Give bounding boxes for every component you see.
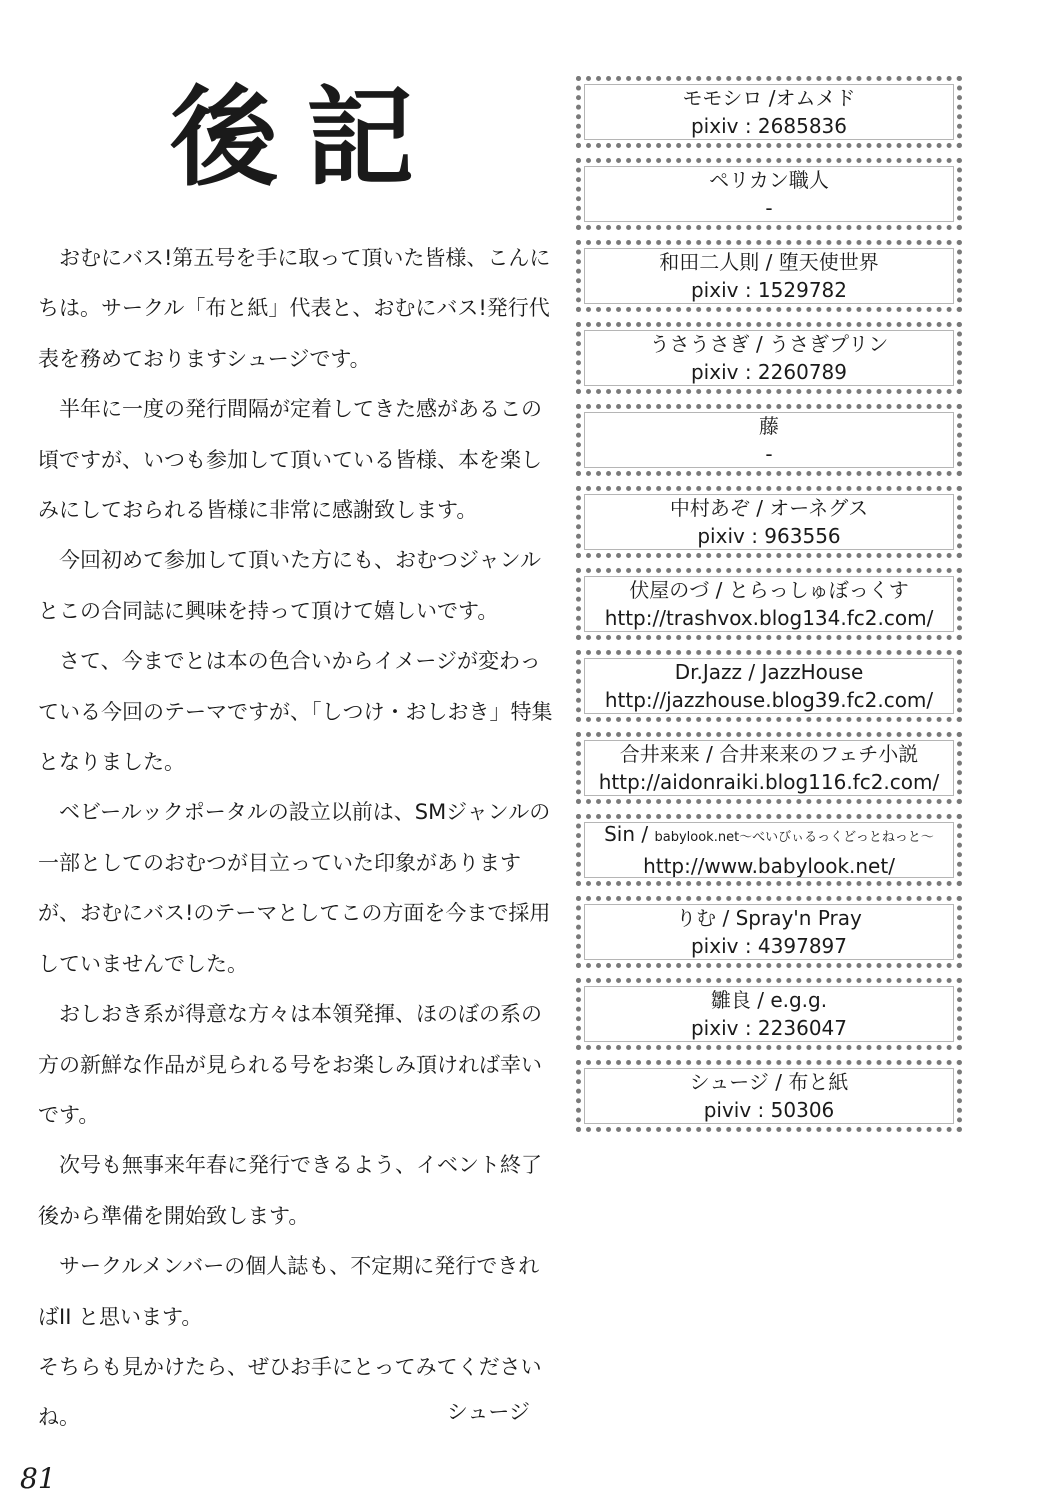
contributor-name: 藤 [759,414,779,438]
paragraph: 半年に一度の発行間隔が定着してきた感があるこの頃ですが、いつも参加して頂いている皆様、本を楽しみにしておられる皆様に非常に感謝致します。 [38,397,542,523]
contributor-link: pixiv : 2260789 [690,360,847,384]
contributor-link: http://www.babylook.net/ [643,854,895,878]
contributor-name: 中村あぞ / オーネグス [669,496,869,520]
contributor-card [576,76,962,148]
contributor-card [576,814,962,886]
contributor-card [576,486,962,558]
contributor-card [576,978,962,1050]
contributor-card [576,322,962,394]
contributor-name: 合井来来 / 合井来来のフェチ小説 [619,742,919,766]
paragraph: 今回初めて参加して頂いた方にも、おむつジャンルとこの合同誌に興味を持って頂けて嬉しいです。 [38,548,542,623]
contributor-name: 雛良 / e.g.g. [710,988,828,1012]
page-title: 後記 [170,75,443,201]
afterword-body [38,233,558,1443]
signature: シュージ [446,1400,530,1424]
contributor-card [576,1060,962,1132]
paragraph: おしおき系が得意な方々は本領発揮、ほのぼの系の方の新鮮な作品が見られる号をお楽しみ頂ければ幸いです。 [38,1002,542,1127]
contributor-card [576,568,962,640]
contributor-name: モモシロ /オムメド [682,86,856,110]
contributor-link: http://aidonraiki.blog116.fc2.com/ [598,770,940,794]
contributor-card [576,404,962,476]
contributor-link: http://jazzhouse.blog39.fc2.com/ [604,688,934,712]
contributor-name: 伏屋のづ / とらっしゅぼっくす [629,578,909,602]
contributor-name: Dr.Jazz / JazzHouse [674,660,864,684]
paragraph: 次号も無事来年春に発行できるよう、イベント終了後から準備を開始致します。 [38,1153,542,1228]
contributor-card [576,896,962,968]
contributor-name [604,820,934,852]
contributor-name: シュージ / 布と紙 [689,1070,849,1094]
contributor-link: piviv : 50306 [703,1098,835,1122]
paragraph: おむにバス!第五号を手に取って頂いた皆様、こんにちは。サークル「布と紙」代表と、おむにバス!発行代表を務めておりますシュージです。 [38,246,551,371]
contributor-link: pixiv : 2236047 [690,1016,847,1040]
contributor-link: pixiv : 963556 [697,524,841,548]
contributor-link: - [765,442,773,466]
contributor-name-sub: babylook.net〜べいびぃるっくどっとねっと〜 [654,830,934,845]
contributor-name: 和田二人則 / 堕天使世界 [659,250,879,274]
contributor-card [576,240,962,312]
page-number: 81 [20,1462,56,1495]
paragraph: そちらも見かけたら、ぜひお手にとってみてくださいね。 [38,1354,542,1430]
contributor-card [576,650,962,722]
paragraph: ベビールックポータルの設立以前は、SMジャンルの一部としてのおむつが目立っていた印象がありますが、おむにバス!のテーマとしてこの方面を今まで採用していませんでした。 [38,800,551,976]
contributor-link: - [765,196,773,220]
contributor-name-main: Sin / [604,822,655,846]
paragraph: サークルメンバーの個人誌も、不定期に発行できればⅠⅠ と思います。 [38,1254,540,1329]
paragraph: さて、今までとは本の色合いからイメージが変わっている今回のテーマですが、「しつけ・おしおき」特集となりました。 [38,649,553,775]
contributor-name: りむ / Spray'n Pray [676,906,862,930]
contributor-name: ペリカン職人 [709,168,829,192]
contributor-link: pixiv : 4397897 [690,934,847,958]
contributor-link: pixiv : 2685836 [690,114,847,138]
contributor-link: http://trashvox.blog134.fc2.com/ [604,606,934,630]
contributor-list [576,76,962,1142]
contributor-name: うさうさぎ / うさぎプリン [649,332,889,356]
contributor-card [576,732,962,804]
contributor-link: pixiv : 1529782 [690,278,847,302]
contributor-card [576,158,962,230]
